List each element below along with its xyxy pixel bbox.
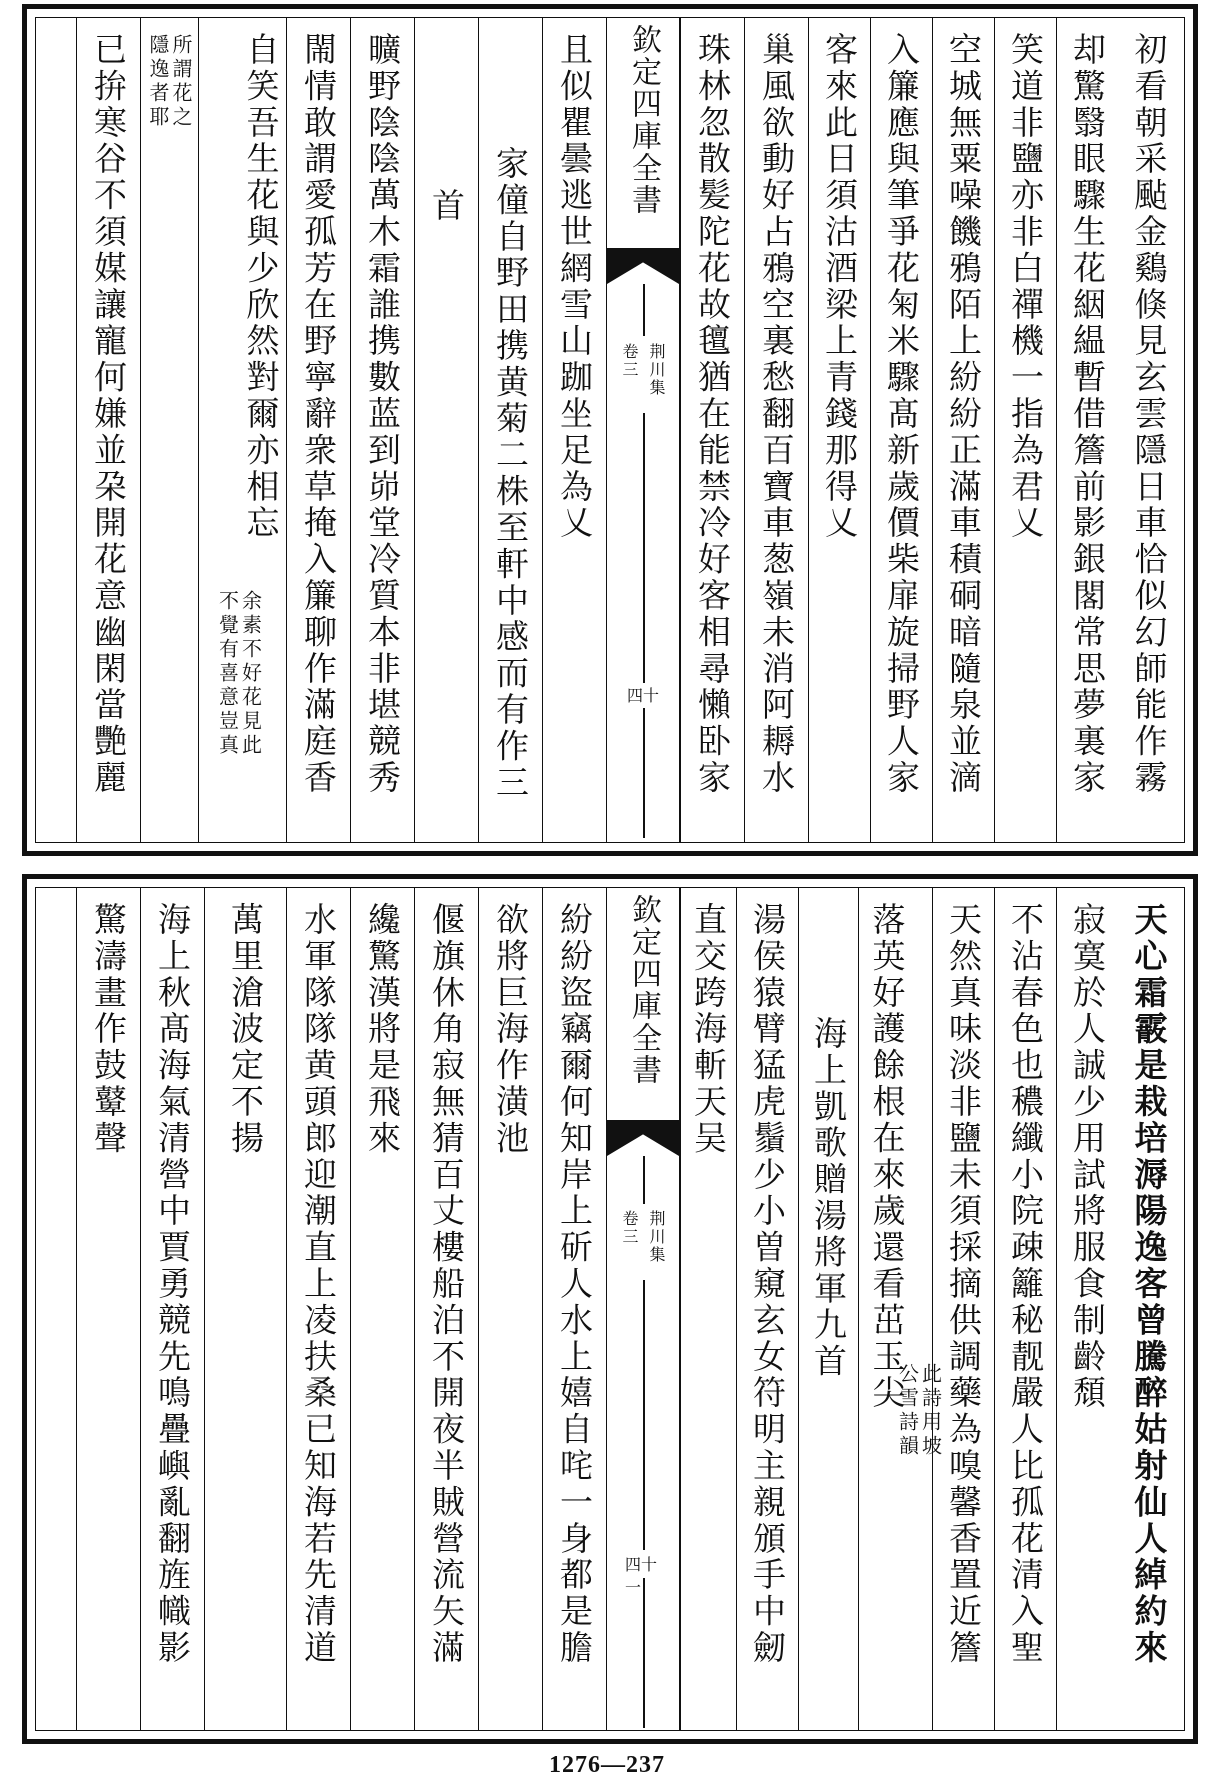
page-number: 四十一 [625,1555,658,1597]
note-line: 余素不好花見此 [238,590,263,758]
column-text: 紛紛盜竊爾何知岸上斫人水上嬉自咤一身都是膽 [555,902,594,1667]
column-text: 曠野陰陰萬木霜誰携數蓝到峁堂冷質本非堪競秀 [363,32,402,797]
fish-tail-mark [607,248,679,284]
gutter-work-title [618,1210,668,1264]
column-text: 水軍隊隊黄頭郎迎潮直上凌扶桑已知海若先清道 [299,902,338,1667]
column-text: 欲將巨海作潢池 [491,902,530,1157]
page-footer-number: 1276—237 [549,1752,665,1778]
column [76,888,140,1730]
column [478,888,542,1730]
column [286,888,350,1730]
column-text: 閙情敢謂愛孤芳在野寧辭衆草掩入簾聊作滿庭香 [299,32,338,797]
column-text: 湯侯猿臂猛虎鬚少小曽窺玄女符明主親頒手中劒 [748,902,787,1667]
column-text: 却驚翳眼驟生花絪緼暫借簷前影銀閣常思夢裏家 [1068,32,1107,797]
column-text: 巢風欲動好占鴉空裏愁翻百寶車葱嶺未消阿耨水 [757,32,796,797]
work-title: 荆川集 [647,1210,666,1264]
column [932,888,994,1730]
column-text: 萬里滄波定不揚 [226,902,265,1157]
gutter-line [643,708,645,838]
column-text: 纔驚漢將是飛來 [363,902,402,1157]
column [1056,18,1118,842]
column [680,888,736,1730]
column [994,888,1056,1730]
column [808,18,870,842]
gutter-line [643,284,645,336]
gutter-title: 欽定四庫全書 [626,894,661,1086]
gutter-title: 欽定四庫全書 [626,24,661,216]
column [858,888,943,1730]
note-line: 不覺有喜意豈真 [215,590,240,758]
column-text: 海上秋髙海氣清營中賈勇競先鳴疊嶼亂翻旌幟影 [153,902,192,1667]
bottom-page [22,874,1198,1744]
column [680,18,744,842]
column-text: 直交跨海斬天吴 [689,902,728,1157]
column [286,18,350,842]
column-text: 落英好護餘根在來歲還看茁玉尖 [867,902,907,1412]
column [350,18,414,842]
column-text: 已拚寒谷不須媒讓寵何嫌並朶開花意幽閑當艷麗 [89,32,128,797]
column-text: 笑道非鹽亦非白禪機一指為君乂 [1006,32,1045,542]
column [542,18,606,842]
column-text: 寂寞於人誠少用試將服食制齡頹 [1068,902,1107,1412]
column-text: 驚濤畫作鼓鼙聲 [89,902,128,1157]
column-text: 客來此日須沽酒梁上青錢那得乂 [820,32,859,542]
column [744,18,808,842]
column [994,18,1056,842]
column [350,888,414,1730]
note-line: 此詩用坡 [918,1363,943,1459]
annotation-note [895,1363,943,1459]
column-text: 天然真味淡非鹽未須採摘供調藥為嗅馨香置近簷 [944,902,983,1667]
gutter-work-title [618,343,668,397]
center-gutter [606,18,680,842]
column [870,18,932,842]
column [932,18,994,842]
note-line: 所謂花之 [169,34,193,130]
column-text: 入簾應與筆爭花匊米驟髙新歲價柴扉旋掃野人家 [882,32,921,797]
column-text: 天心霜霰是栽培溽陽逸客曾騰醉姑射仙人綽約來 [1129,902,1169,1667]
column [478,18,542,842]
column [414,18,478,842]
note-line: 公雪詩韻 [895,1363,920,1459]
note-line: 隱逸者耶 [146,34,170,130]
column [140,888,204,1730]
column-text: 空城無粟噪饑鴉陌上紛紛正滿車積硐暗隨泉並滴 [944,32,983,797]
annotation-note [209,590,269,758]
column [1118,18,1180,842]
work-title: 荆川集 [647,343,666,397]
top-page-frame [35,17,1185,843]
gutter-line [643,1578,645,1728]
column [140,18,198,842]
column-text: 首 [427,188,466,225]
column-text: 且似瞿曇逃世網雪山跏坐足為乂 [555,32,594,542]
top-page [22,4,1198,856]
page-number: 四十 [626,686,660,705]
gutter-line [643,1156,645,1204]
gutter-line [643,1280,645,1550]
center-gutter [606,888,680,1730]
column-text: 珠林忽散髪陀花故氊猶在能禁冷好客相尋懶卧家 [693,32,732,797]
gutter-line [643,413,645,683]
column [798,888,858,1730]
column-text: 偃旗休角寂無猜百丈樓船泊不開夜半賊營流矢滿 [427,902,466,1667]
annotation-note [141,34,198,130]
column [198,18,286,842]
column [76,18,140,842]
bottom-page-frame [35,887,1185,1731]
fish-tail-mark [607,1120,679,1156]
column [204,888,286,1730]
column [414,888,478,1730]
column-text: 家僮自野田携黄菊二株至軒中感而有作三 [491,146,530,802]
column-text: 初看朝采颭金鷄倏見玄雲隱日車恰似幻師能作霧 [1129,32,1169,797]
column [736,888,798,1730]
column [542,888,606,1730]
column-text: 自笑吾生花與少欣然對爾亦相忘 [241,32,281,542]
column [1118,888,1180,1730]
column-text: 不沾春色也穠纖小院疎籬秘靓嚴人比孤花清入聖 [1006,902,1045,1667]
juan-number: 卷三 [620,1210,639,1246]
column-text: 海上凱歌贈湯將軍九首 [809,1016,848,1380]
column [1056,888,1118,1730]
juan-number: 卷三 [620,343,639,379]
